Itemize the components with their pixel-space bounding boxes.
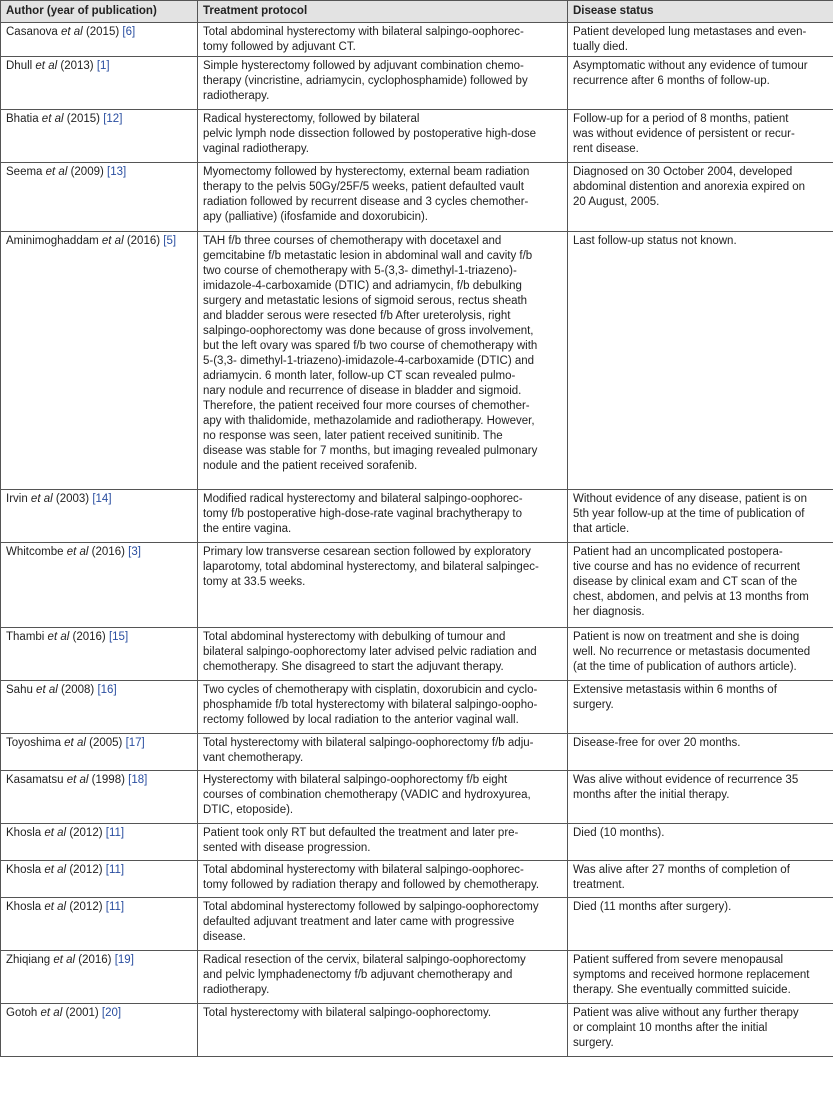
treatment-line: disease was stable for 7 months, but imaging revealed pulmonary bbox=[203, 445, 538, 457]
treatment-line: two course of chemotherapy with 5-(3,3- dimethyl-1-triazeno)- bbox=[203, 265, 517, 277]
reference-link[interactable]: [15] bbox=[108, 631, 129, 643]
author-name: Zhiqiang bbox=[6, 954, 51, 966]
treatment-line: nodule and the patient received sorafenib. bbox=[203, 460, 418, 472]
treatment-line: TAH f/b three courses of chemotherapy with docetaxel and bbox=[203, 235, 502, 247]
reference-link[interactable]: [17] bbox=[125, 737, 145, 749]
cell-author bbox=[1, 1004, 198, 1057]
status-line: was without evidence of persistent or recur- bbox=[573, 128, 795, 140]
reference-link[interactable]: [20] bbox=[101, 1007, 122, 1019]
et-al-label: et al bbox=[63, 774, 89, 786]
et-al-label: et al bbox=[50, 954, 76, 966]
treatment-line: Radical hysterectomy, followed by bilateral bbox=[203, 113, 420, 125]
cell-treatment bbox=[198, 681, 568, 734]
cell-author bbox=[1, 110, 198, 163]
status-line: disease by clinical exam and CT scan of the bbox=[573, 576, 798, 588]
treatment-line: Patient took only RT but defaulted the treatment and later pre- bbox=[203, 827, 519, 839]
treatment-line: Primary low transverse cesarean section followed by exploratory bbox=[203, 546, 531, 558]
status-line: Died (10 months). bbox=[573, 827, 665, 839]
table-row bbox=[1, 898, 833, 951]
table-row bbox=[1, 543, 833, 628]
reference-link[interactable]: [11] bbox=[105, 827, 125, 839]
status-line: chest, abdomen, and pelvis at 13 months from bbox=[573, 591, 809, 603]
publication-year: (2005) bbox=[89, 737, 123, 749]
treatment-line: apy (palliative) (ifosfamide and doxorubicin). bbox=[203, 211, 428, 223]
status-line: Patient developed lung metastases and even- bbox=[573, 26, 807, 38]
header-author: Author (year of publication) bbox=[1, 1, 198, 23]
cell-treatment bbox=[198, 628, 568, 681]
reference-link[interactable]: [16] bbox=[97, 684, 117, 696]
treatment-line: therapy to the pelvis 50Gy/25F/5 weeks, patient defaulted vault bbox=[203, 181, 524, 193]
cell-author bbox=[1, 951, 198, 1004]
cell-treatment bbox=[198, 898, 568, 951]
status-line: Extensive metastasis within 6 months of bbox=[573, 684, 777, 696]
treatment-line: apy with thalidomide, methazolamide and radiotherapy. However, bbox=[203, 415, 535, 427]
table-row bbox=[1, 824, 833, 861]
author-name: Whitcombe bbox=[6, 546, 64, 558]
reference-link[interactable]: [14] bbox=[92, 493, 112, 505]
treatment-line: Hysterectomy with bilateral salpingo-oophorectomy f/b eight bbox=[203, 774, 508, 786]
cell-author bbox=[1, 771, 198, 824]
treatment-line: courses of combination chemotherapy (VADIC and hydroxyurea, bbox=[203, 789, 531, 801]
status-line: surgery. bbox=[573, 1037, 614, 1049]
author-name: Aminimoghaddam bbox=[6, 235, 99, 247]
treatment-line: radiotherapy. bbox=[203, 984, 270, 996]
author-name: Thambi bbox=[6, 631, 45, 643]
publication-year: (2016) bbox=[72, 631, 106, 643]
status-line: abdominal distention and anorexia expired on bbox=[573, 181, 806, 193]
et-al-label: et al bbox=[63, 546, 89, 558]
cell-treatment bbox=[198, 824, 568, 861]
table-body bbox=[1, 23, 833, 1057]
reference-link[interactable]: [11] bbox=[105, 864, 125, 876]
status-line: treatment. bbox=[573, 879, 625, 891]
table-row bbox=[1, 110, 833, 163]
table-row bbox=[1, 57, 833, 110]
cell-status bbox=[568, 734, 833, 771]
author-name: Sahu bbox=[6, 684, 33, 696]
table-row bbox=[1, 1004, 833, 1057]
cell-status bbox=[568, 771, 833, 824]
treatment-line: Total abdominal hysterectomy followed by salpingo-oophorectomy bbox=[203, 901, 539, 913]
et-al-label: et al bbox=[44, 631, 70, 643]
author-name: Khosla bbox=[6, 827, 42, 839]
cell-author bbox=[1, 734, 198, 771]
author-name: Khosla bbox=[6, 864, 42, 876]
cell-status bbox=[568, 681, 833, 734]
treatment-line: imidazole-4-carboxamide (DTIC) and adriamycin, f/b debulking bbox=[203, 280, 522, 292]
treatment-line: and bladder serous were resected f/b After ureterolysis, right bbox=[203, 310, 511, 322]
reference-link[interactable]: [12] bbox=[103, 113, 123, 125]
treatment-line: adriamycin. 6 month later, follow-up CT scan revealed pulmo- bbox=[203, 370, 516, 382]
status-line: 20 August, 2005. bbox=[573, 196, 660, 208]
et-al-label: et al bbox=[27, 493, 53, 505]
treatment-line: no response was seen, later patient received sunitinib. The bbox=[203, 430, 503, 442]
status-line: Patient suffered from severe menopausal bbox=[573, 954, 784, 966]
status-line: Asymptomatic without any evidence of tumour bbox=[573, 60, 808, 72]
table-row bbox=[1, 734, 833, 771]
treatment-line: gemcitabine f/b metastatic lesion in abdominal wall and cavity f/b bbox=[203, 250, 533, 262]
cell-treatment bbox=[198, 163, 568, 232]
cell-author bbox=[1, 898, 198, 951]
treatment-line: disease. bbox=[203, 931, 246, 943]
cell-treatment bbox=[198, 57, 568, 110]
author-name: Toyoshima bbox=[6, 737, 61, 749]
et-al-label: et al bbox=[60, 737, 86, 749]
treatment-line: surgery and metastatic lesions of sigmoid serous, rectus sheath bbox=[203, 295, 528, 307]
treatment-line: tomy followed by radiation therapy and followed by chemotherapy. bbox=[203, 879, 540, 891]
table-row bbox=[1, 232, 833, 490]
publication-year: (2012) bbox=[69, 864, 103, 876]
publication-year: (2016) bbox=[78, 954, 112, 966]
et-al-label: et al bbox=[41, 901, 67, 913]
table-row bbox=[1, 163, 833, 232]
status-line: tually died. bbox=[573, 41, 628, 53]
cell-status bbox=[568, 824, 833, 861]
reference-link[interactable]: [1] bbox=[96, 60, 110, 72]
treatment-line: Total hysterectomy with bilateral salpingo-oophorectomy f/b adju- bbox=[203, 737, 534, 749]
cell-author bbox=[1, 543, 198, 628]
treatment-line: Therefore, the patient received four more courses of chemother- bbox=[203, 400, 530, 412]
treatment-line: Total abdominal hysterectomy with bilateral salpingo-oophorec- bbox=[203, 864, 524, 876]
treatment-line: tomy at 33.5 weeks. bbox=[203, 576, 306, 588]
treatment-line: Total abdominal hysterectomy with debulking of tumour and bbox=[203, 631, 506, 643]
treatment-line: Two cycles of chemotherapy with cisplatin, doxorubicin and cyclo- bbox=[203, 684, 538, 696]
treatment-line: radiotherapy. bbox=[203, 90, 270, 102]
status-line: symptoms and received hormone replacement bbox=[573, 969, 810, 981]
header-status: Disease status bbox=[568, 1, 833, 23]
reference-link[interactable]: [19] bbox=[114, 954, 134, 966]
et-al-label: et al bbox=[98, 235, 124, 247]
et-al-label: et al bbox=[32, 60, 58, 72]
treatment-line: Myomectomy followed by hysterectomy, external beam radiation bbox=[203, 166, 530, 178]
reference-link[interactable]: [18] bbox=[128, 774, 148, 786]
status-line: Patient had an uncomplicated postopera- bbox=[573, 546, 783, 558]
et-al-label: et al bbox=[42, 166, 68, 178]
cell-author bbox=[1, 57, 198, 110]
treatment-line: pelvic lymph node dissection followed by postoperative high-dose bbox=[203, 128, 537, 140]
cell-status bbox=[568, 861, 833, 898]
et-al-label: et al bbox=[41, 864, 67, 876]
cell-treatment bbox=[198, 543, 568, 628]
cell-author bbox=[1, 861, 198, 898]
publication-year: (2016) bbox=[126, 235, 161, 247]
publication-year: (2015) bbox=[85, 26, 120, 38]
cell-status bbox=[568, 57, 833, 110]
treatment-line: 5-(3,3- dimethyl-1-triazeno)-imidazole-4-carboxamide (DTIC) and bbox=[203, 355, 535, 367]
treatment-line: Modified radical hysterectomy and bilateral salpingo-oophorec- bbox=[203, 493, 523, 505]
cell-treatment bbox=[198, 490, 568, 543]
treatment-line: bilateral salpingo-oophorectomy later advised pelvic radiation and bbox=[203, 646, 537, 658]
publication-year: (2001) bbox=[65, 1007, 99, 1019]
cell-author bbox=[1, 232, 198, 490]
cell-status bbox=[568, 490, 833, 543]
status-line: surgery. bbox=[573, 699, 614, 711]
status-line: rent disease. bbox=[573, 143, 639, 155]
status-line: 5th year follow-up at the time of publication of bbox=[573, 508, 805, 520]
treatment-line: vant chemotherapy. bbox=[203, 752, 304, 764]
et-al-label: et al bbox=[41, 827, 67, 839]
treatment-line: nary nodule and recurrence of disease in bladder and sigmoid. bbox=[203, 385, 522, 397]
cell-treatment bbox=[198, 734, 568, 771]
table-row bbox=[1, 771, 833, 824]
status-line: (at the time of publication of authors article). bbox=[573, 661, 797, 673]
table-row bbox=[1, 628, 833, 681]
header-row bbox=[1, 1, 833, 23]
publication-year: (2015) bbox=[66, 113, 100, 125]
cell-status bbox=[568, 110, 833, 163]
status-line: well. No recurrence or metastasis documented bbox=[573, 646, 811, 658]
table-row bbox=[1, 490, 833, 543]
status-line: months after the initial therapy. bbox=[573, 789, 730, 801]
treatment-line: sented with disease progression. bbox=[203, 842, 371, 854]
status-line: or complaint 10 months after the initial bbox=[573, 1022, 768, 1034]
table-row bbox=[1, 951, 833, 1004]
treatment-line: Total abdominal hysterectomy with bilateral salpingo-oophorec- bbox=[203, 26, 524, 38]
status-line: Died (11 months after surgery). bbox=[573, 901, 732, 913]
reference-link[interactable]: [11] bbox=[105, 901, 125, 913]
treatment-line: salpingo-oophorectomy was done because of gross involvement, bbox=[203, 325, 534, 337]
treatment-line: Total hysterectomy with bilateral salpingo-oophorectomy. bbox=[203, 1007, 492, 1019]
author-name: Khosla bbox=[6, 901, 42, 913]
status-line: therapy. She eventually committed suicide. bbox=[573, 984, 791, 996]
treatment-line: phosphamide f/b total hysterectomy with bilateral salpingo-oopho- bbox=[203, 699, 538, 711]
cell-treatment bbox=[198, 232, 568, 490]
cell-author bbox=[1, 628, 198, 681]
author-name: Seema bbox=[6, 166, 43, 178]
cell-status bbox=[568, 163, 833, 232]
cell-treatment bbox=[198, 951, 568, 1004]
et-al-label: et al bbox=[37, 1007, 63, 1019]
cell-status bbox=[568, 543, 833, 628]
et-al-label: et al bbox=[57, 26, 83, 38]
author-name: Dhull bbox=[6, 60, 33, 72]
status-line: tive course and has no evidence of recurrent bbox=[573, 561, 800, 573]
cell-status bbox=[568, 951, 833, 1004]
status-line: Was alive after 27 months of completion of bbox=[573, 864, 790, 876]
cell-status bbox=[568, 628, 833, 681]
reference-link[interactable]: [5] bbox=[163, 235, 177, 247]
treatment-line: tomy followed by adjuvant CT. bbox=[203, 41, 356, 53]
status-line: her diagnosis. bbox=[573, 606, 645, 618]
publication-year: (2003) bbox=[55, 493, 90, 505]
publication-year: (2016) bbox=[91, 546, 125, 558]
publication-year: (2012) bbox=[69, 901, 103, 913]
table-row bbox=[1, 681, 833, 734]
treatment-line: vaginal radiotherapy. bbox=[203, 143, 309, 155]
cell-author bbox=[1, 824, 198, 861]
status-line: Last follow-up status not known. bbox=[573, 235, 737, 247]
treatment-line: chemotherapy. She disagreed to start the adjuvant therapy. bbox=[203, 661, 504, 673]
cell-treatment bbox=[198, 1004, 568, 1057]
cell-treatment bbox=[198, 110, 568, 163]
cell-status bbox=[568, 232, 833, 490]
cell-author bbox=[1, 490, 198, 543]
status-line: Follow-up for a period of 8 months, patient bbox=[573, 113, 789, 125]
header-treatment: Treatment protocol bbox=[198, 1, 568, 23]
status-line: Disease-free for over 20 months. bbox=[573, 737, 741, 749]
cell-author bbox=[1, 681, 198, 734]
et-al-label: et al bbox=[38, 113, 64, 125]
treatment-line: Radical resection of the cervix, bilateral salpingo-oophorectomy bbox=[203, 954, 526, 966]
author-name: Kasamatsu bbox=[6, 774, 64, 786]
cell-treatment bbox=[198, 23, 568, 57]
publication-year: (2013) bbox=[60, 60, 94, 72]
status-line: Diagnosed on 30 October 2004, developed bbox=[573, 166, 793, 178]
reference-link[interactable]: [3] bbox=[128, 546, 141, 558]
status-line: Was alive without evidence of recurrence 35 bbox=[573, 774, 799, 786]
reference-link[interactable]: [13] bbox=[107, 166, 127, 178]
status-line: Patient is now on treatment and she is doing bbox=[573, 631, 800, 643]
publication-year: (1998) bbox=[91, 774, 125, 786]
cell-treatment bbox=[198, 771, 568, 824]
et-al-label: et al bbox=[32, 684, 58, 696]
treatment-line: DTIC, etoposide). bbox=[203, 804, 294, 816]
cell-status bbox=[568, 898, 833, 951]
table-row bbox=[1, 23, 833, 57]
treatment-line: laparotomy, total abdominal hysterectomy, and bilateral salpingec- bbox=[203, 561, 539, 573]
status-line: Patient was alive without any further therapy bbox=[573, 1007, 799, 1019]
author-name: Bhatia bbox=[6, 113, 39, 125]
cell-author bbox=[1, 163, 198, 232]
reference-link[interactable]: [6] bbox=[122, 26, 136, 38]
treatment-line: Simple hysterectomy followed by adjuvant combination chemo- bbox=[203, 60, 524, 72]
author-name: Irvin bbox=[6, 493, 28, 505]
author-name: Casanova bbox=[6, 26, 58, 38]
status-line: Without evidence of any disease, patient is on bbox=[573, 493, 807, 505]
treatment-line: rectomy followed by local radiation to the anterior vaginal wall. bbox=[203, 714, 519, 726]
treatment-line: tomy f/b postoperative high-dose-rate vaginal brachytherapy to bbox=[203, 508, 522, 520]
treatment-line: the entire vagina. bbox=[203, 523, 292, 535]
table-row bbox=[1, 861, 833, 898]
treatment-line: defaulted adjuvant treatment and later came with progressive bbox=[203, 916, 515, 928]
publication-year: (2009) bbox=[70, 166, 104, 178]
status-line: that article. bbox=[573, 523, 630, 535]
status-line: recurrence after 6 months of follow-up. bbox=[573, 75, 770, 87]
cell-treatment bbox=[198, 861, 568, 898]
treatment-line: but the left ovary was spared f/b two course of chemotherapy with bbox=[203, 340, 538, 352]
treatment-line: therapy (vincristine, adriamycin, cyclophosphamide) followed by bbox=[203, 75, 528, 87]
publication-year: (2008) bbox=[61, 684, 95, 696]
cell-status bbox=[568, 1004, 833, 1057]
treatment-line: radiation followed by recurrent disease and 3 cycles chemother- bbox=[203, 196, 529, 208]
treatment-line: and pelvic lymphadenectomy f/b adjuvant chemotherapy and bbox=[203, 969, 513, 981]
cell-status bbox=[568, 23, 833, 57]
author-name: Gotoh bbox=[6, 1007, 38, 1019]
cell-author bbox=[1, 23, 198, 57]
publication-year: (2012) bbox=[69, 827, 103, 839]
